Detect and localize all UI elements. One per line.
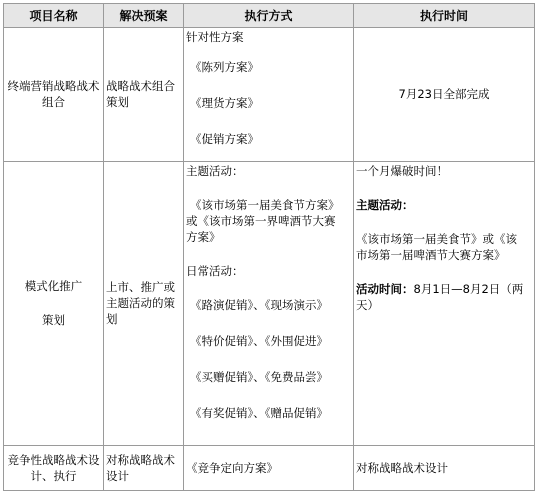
row2-time-theme-line1: 《该市场第一届美食节》或《该 <box>356 231 517 246</box>
row2-time-period-line2: 天） <box>356 297 379 312</box>
daily-sep: 、 <box>253 333 265 348</box>
row1-method-item: 《理货方案》 <box>190 96 259 111</box>
row2-daily-pair <box>186 369 351 385</box>
row1-method-item: 《陈列方案》 <box>190 60 259 75</box>
daily-item: 《有奖促销》 <box>190 405 254 420</box>
row2-time-theme-label: 主题活动： <box>356 197 414 212</box>
table-row <box>4 161 535 445</box>
row1-method-item: 《促销方案》 <box>190 132 259 147</box>
row2-daily-pair <box>186 405 351 421</box>
row1-plan-line2: 策划 <box>106 95 129 110</box>
row1-plan-line1: 战略战术组合 <box>106 79 175 94</box>
row2-theme-line3: 方案》 <box>186 229 221 244</box>
row3-plan-line1: 对称战略战术 <box>106 452 175 467</box>
row2-time-period <box>356 281 532 297</box>
row1-project-line2: 组合 <box>42 95 65 110</box>
row3-project-line1: 竞争性战略战术设 <box>7 452 100 467</box>
daily-item: 《路演促销》 <box>190 297 254 312</box>
row2-plan-line2: 主题活动的策 <box>106 296 175 311</box>
header-time: 执行时间 <box>354 4 535 28</box>
row2-method <box>184 161 354 445</box>
row2-daily-pair <box>186 297 351 313</box>
row2-time-period-label: 活动时间： <box>356 281 414 296</box>
daily-sep: 、 <box>253 405 265 420</box>
table-row <box>4 28 535 162</box>
plan-table <box>3 3 535 491</box>
row3-method: 《竞争定向方案》 <box>184 445 354 490</box>
daily-item: 《外围促进》 <box>264 333 328 348</box>
daily-item: 《买赠促销》 <box>190 369 254 384</box>
row2-project-line1: 模式化推广 <box>24 279 83 294</box>
row2-theme-line1: 《该市场第一届美食节方案》 <box>190 197 340 212</box>
row3-project <box>4 445 104 490</box>
row3-time: 对称战略战术设计 <box>354 445 535 490</box>
row1-method-title: 针对性方案 <box>186 30 244 45</box>
row2-plan-line1: 上市、推广或 <box>106 280 175 295</box>
row3-project-line2: 计、执行 <box>30 468 77 483</box>
row2-time-theme-line2: 市场第一届啤酒节大赛方案》 <box>356 247 506 262</box>
row2-project <box>4 161 104 445</box>
row1-project-line1: 终端营销战略战术 <box>7 79 100 94</box>
row2-time <box>354 161 535 445</box>
row2-plan <box>104 161 184 445</box>
row1-project <box>4 28 104 162</box>
row2-theme-label: 主题活动： <box>186 163 244 178</box>
daily-item: 《免费品尝》 <box>264 369 328 384</box>
row1-method <box>184 28 354 162</box>
row2-theme-line2: 或《该市场第一界啤酒节大赛 <box>186 213 336 228</box>
table-row <box>4 445 535 490</box>
header-method: 执行方式 <box>184 4 354 28</box>
row3-plan-line2: 设计 <box>106 468 129 483</box>
daily-item: 《赠品促销》 <box>264 405 328 420</box>
daily-sep: 、 <box>253 297 265 312</box>
header-row <box>4 4 535 28</box>
row1-time: 7月23日全部完成 <box>354 28 535 162</box>
row2-time-period-value: 8月1日—8月2日（两 <box>413 281 524 296</box>
row2-time-line1: 一个月爆破时间！ <box>356 163 448 178</box>
row3-plan <box>104 445 184 490</box>
daily-item: 《现场演示》 <box>264 297 328 312</box>
row1-plan <box>104 28 184 162</box>
row2-daily-pair <box>186 333 351 349</box>
daily-sep: 、 <box>253 369 265 384</box>
header-project: 项目名称 <box>4 4 104 28</box>
header-plan: 解决预案 <box>104 4 184 28</box>
row2-daily-label: 日常活动： <box>186 263 244 278</box>
row2-project-line2: 策划 <box>42 313 65 328</box>
row2-plan-line3: 划 <box>106 312 118 327</box>
daily-item: 《特价促销》 <box>190 333 254 348</box>
